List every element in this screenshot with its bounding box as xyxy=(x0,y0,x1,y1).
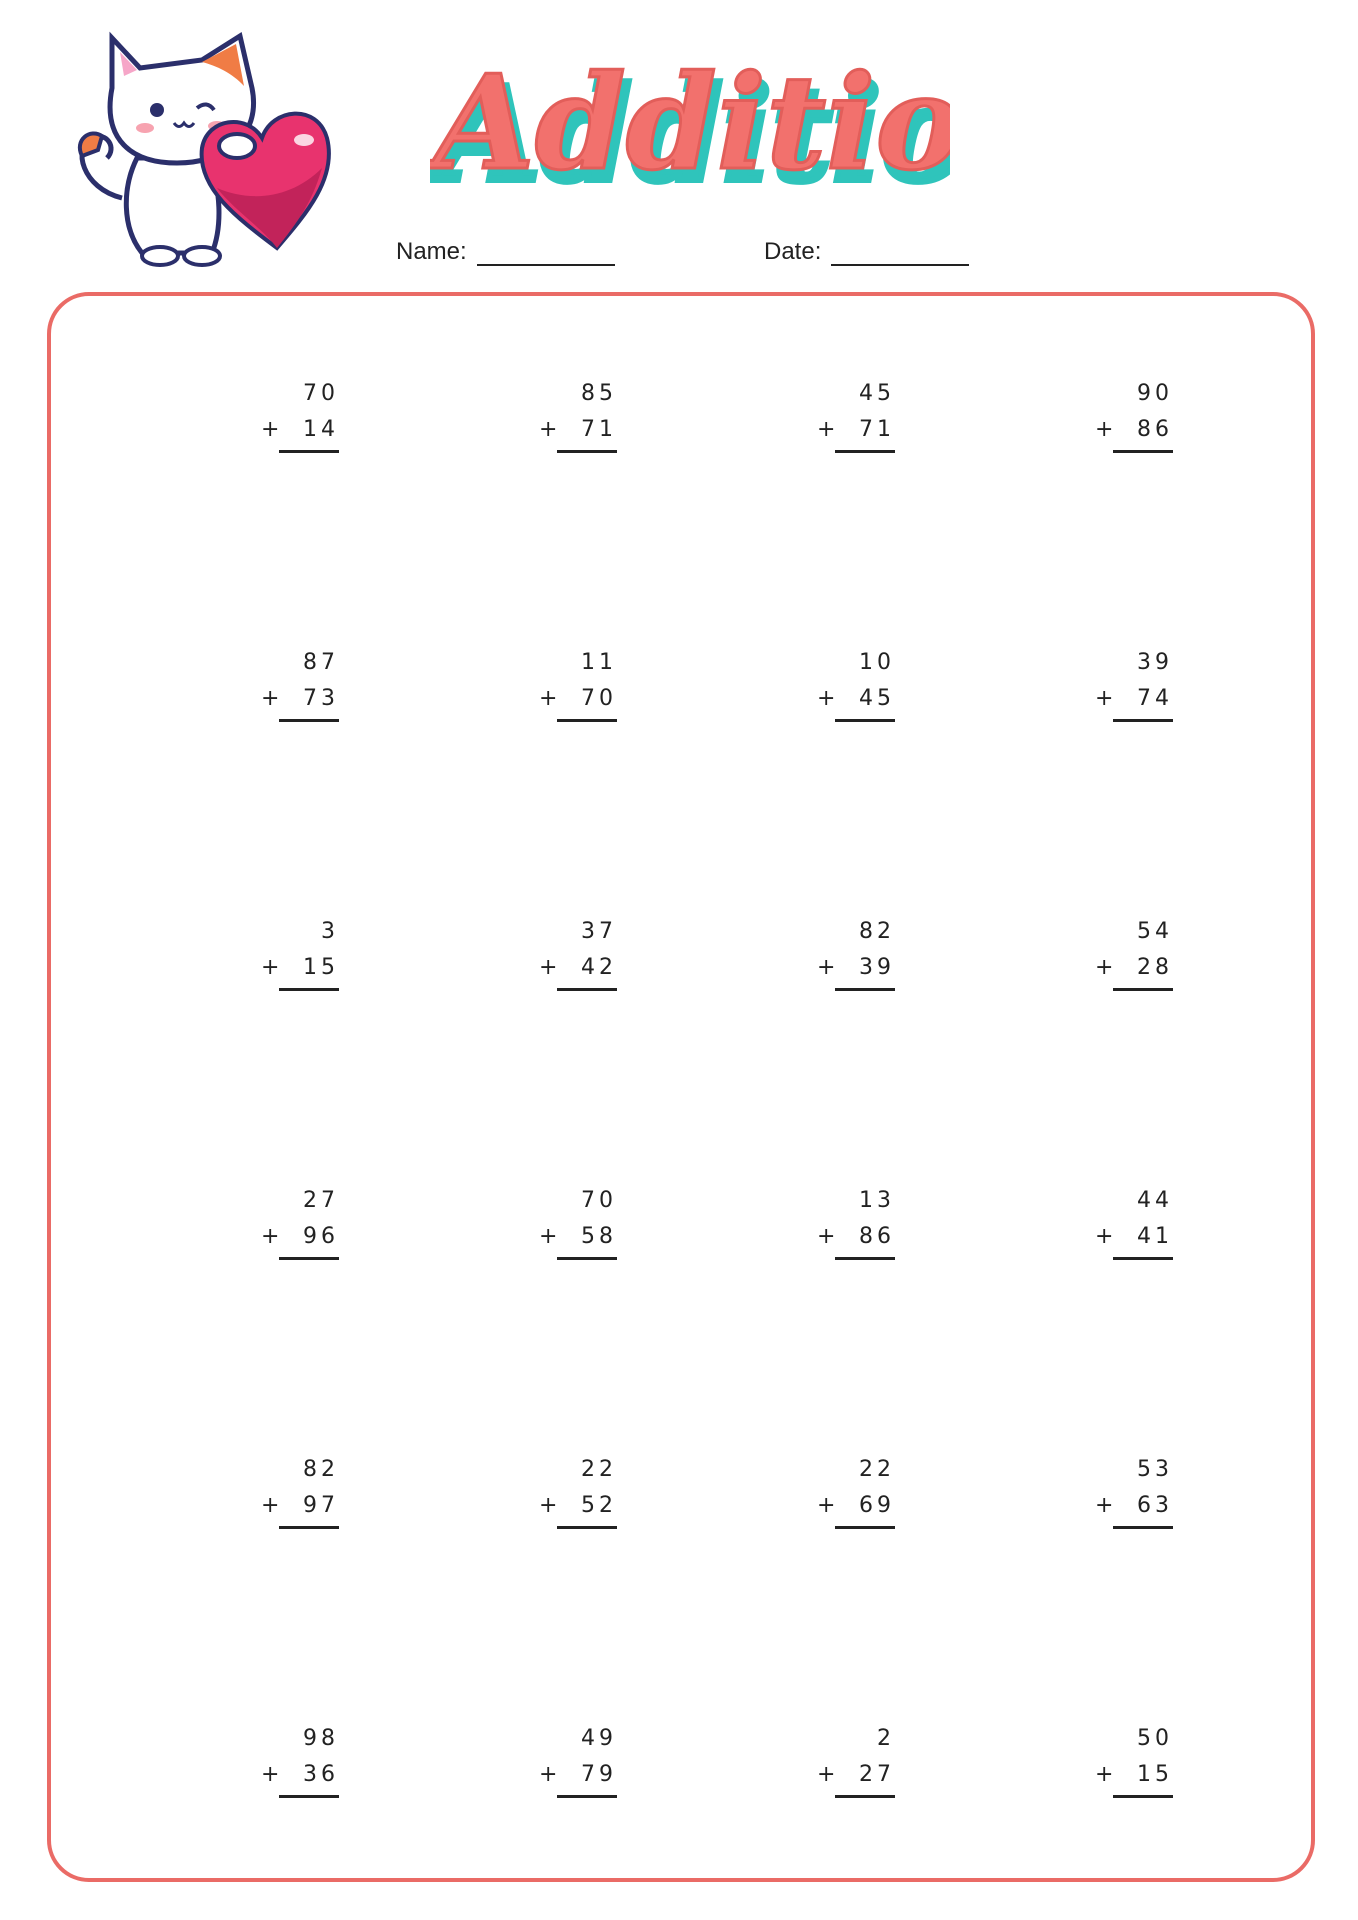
answer-line xyxy=(279,1257,339,1260)
addend-bottom: 96 xyxy=(303,1224,339,1249)
answer-line xyxy=(835,1526,895,1529)
answer-line xyxy=(1113,1795,1173,1798)
addition-problem xyxy=(817,376,897,453)
addend-top: 2 xyxy=(877,1726,895,1751)
answer-line xyxy=(835,988,895,991)
addend-bottom-row xyxy=(261,681,341,717)
plus-sign: + xyxy=(1095,686,1118,711)
plus-sign: + xyxy=(539,1493,562,1518)
date-field xyxy=(764,238,969,266)
addend-top: 10 xyxy=(859,650,895,675)
plus-sign: + xyxy=(1095,1762,1118,1787)
addend-top: 90 xyxy=(1137,381,1173,406)
worksheet-panel xyxy=(47,292,1315,1882)
addend-bottom: 41 xyxy=(1137,1224,1173,1249)
answer-line xyxy=(835,719,895,722)
addition-problem xyxy=(539,1183,619,1260)
addend-bottom-row xyxy=(539,950,619,986)
problem-grid xyxy=(51,296,1311,1878)
addend-bottom: 71 xyxy=(859,417,895,442)
addend-top: 22 xyxy=(859,1457,895,1482)
addend-bottom-row xyxy=(817,681,897,717)
addition-problem xyxy=(261,1183,341,1260)
plus-sign: + xyxy=(817,417,840,442)
addend-top: 70 xyxy=(303,381,339,406)
answer-line xyxy=(279,450,339,453)
addition-problem xyxy=(1095,376,1175,453)
name-label: Name: xyxy=(396,238,467,265)
addition-problem xyxy=(1095,1452,1175,1529)
answer-line xyxy=(557,988,617,991)
plus-sign: + xyxy=(261,1762,284,1787)
addend-bottom-row xyxy=(817,412,897,448)
addend-bottom: 86 xyxy=(859,1224,895,1249)
answer-line xyxy=(1113,719,1173,722)
answer-line xyxy=(557,450,617,453)
addend-bottom-row xyxy=(1095,950,1175,986)
addition-problem xyxy=(817,1183,897,1260)
addition-problem xyxy=(539,645,619,722)
addend-top: 39 xyxy=(1137,650,1173,675)
addend-bottom-row xyxy=(1095,681,1175,717)
plus-sign: + xyxy=(1095,1224,1118,1249)
addend-bottom: 15 xyxy=(1137,1762,1173,1787)
addition-problem xyxy=(817,645,897,722)
addition-problem xyxy=(539,914,619,991)
addend-bottom-row xyxy=(1095,1219,1175,1255)
addend-top: 85 xyxy=(581,381,617,406)
addend-top: 27 xyxy=(303,1188,339,1213)
answer-line xyxy=(279,1526,339,1529)
answer-line xyxy=(557,1257,617,1260)
answer-line xyxy=(1113,988,1173,991)
addend-bottom-row xyxy=(539,681,619,717)
plus-sign: + xyxy=(817,1493,840,1518)
answer-line xyxy=(1113,450,1173,453)
addend-bottom-row xyxy=(539,1757,619,1793)
addend-bottom-row xyxy=(1095,1757,1175,1793)
plus-sign: + xyxy=(261,686,284,711)
plus-sign: + xyxy=(539,955,562,980)
addend-bottom: 97 xyxy=(303,1493,339,1518)
addend-bottom: 69 xyxy=(859,1493,895,1518)
answer-line xyxy=(1113,1257,1173,1260)
addend-bottom-row xyxy=(817,950,897,986)
addend-top: 82 xyxy=(303,1457,339,1482)
answer-line xyxy=(279,719,339,722)
addend-top: 37 xyxy=(581,919,617,944)
plus-sign: + xyxy=(261,955,284,980)
addend-top: 53 xyxy=(1137,1457,1173,1482)
answer-line xyxy=(835,1795,895,1798)
date-blank[interactable] xyxy=(831,240,969,266)
addend-bottom-row xyxy=(817,1757,897,1793)
answer-line xyxy=(1113,1526,1173,1529)
addition-problem xyxy=(1095,1721,1175,1798)
addition-problem xyxy=(1095,1183,1175,1260)
page-title xyxy=(430,30,950,210)
addend-bottom: 63 xyxy=(1137,1493,1173,1518)
addend-bottom: 36 xyxy=(303,1762,339,1787)
name-field xyxy=(396,238,615,266)
addend-bottom-row xyxy=(1095,412,1175,448)
addend-bottom: 79 xyxy=(581,1762,617,1787)
answer-line xyxy=(557,1526,617,1529)
addend-top: 44 xyxy=(1137,1188,1173,1213)
addend-top: 3 xyxy=(321,919,339,944)
addend-top: 22 xyxy=(581,1457,617,1482)
addend-bottom-row xyxy=(261,412,341,448)
addend-bottom: 15 xyxy=(303,955,339,980)
addend-bottom-row xyxy=(817,1219,897,1255)
addend-bottom: 70 xyxy=(581,686,617,711)
addend-bottom: 71 xyxy=(581,417,617,442)
addend-top: 98 xyxy=(303,1726,339,1751)
answer-line xyxy=(835,450,895,453)
plus-sign: + xyxy=(1095,417,1118,442)
addend-top: 45 xyxy=(859,381,895,406)
addend-top: 70 xyxy=(581,1188,617,1213)
addend-top: 13 xyxy=(859,1188,895,1213)
addition-problem xyxy=(817,914,897,991)
plus-sign: + xyxy=(539,417,562,442)
plus-sign: + xyxy=(261,417,284,442)
addend-bottom-row xyxy=(817,1488,897,1524)
addend-bottom-row xyxy=(539,1488,619,1524)
addition-problem xyxy=(817,1721,897,1798)
title-text: Additi xyxy=(434,46,876,199)
addend-bottom-row xyxy=(539,412,619,448)
addition-problem xyxy=(261,1452,341,1529)
cat-with-heart-icon xyxy=(62,28,362,278)
addend-bottom: 52 xyxy=(581,1493,617,1518)
addend-top: 49 xyxy=(581,1726,617,1751)
answer-line xyxy=(279,988,339,991)
addend-bottom-row xyxy=(261,1757,341,1793)
addend-bottom-row xyxy=(261,1219,341,1255)
plus-sign: + xyxy=(539,1762,562,1787)
addend-bottom: 73 xyxy=(303,686,339,711)
plus-sign: + xyxy=(539,686,562,711)
addend-bottom-row xyxy=(1095,1488,1175,1524)
name-blank[interactable] xyxy=(477,240,615,266)
addition-problem xyxy=(1095,914,1175,991)
addend-top: 50 xyxy=(1137,1726,1173,1751)
plus-sign: + xyxy=(817,686,840,711)
addend-bottom: 45 xyxy=(859,686,895,711)
date-label: Date: xyxy=(764,238,822,265)
plus-sign: + xyxy=(817,1224,840,1249)
addend-bottom: 58 xyxy=(581,1224,617,1249)
addend-bottom: 86 xyxy=(1137,417,1173,442)
addend-bottom-row xyxy=(261,1488,341,1524)
plus-sign: + xyxy=(261,1224,284,1249)
addend-bottom: 27 xyxy=(859,1762,895,1787)
addend-top: 87 xyxy=(303,650,339,675)
answer-line xyxy=(279,1795,339,1798)
answer-line xyxy=(835,1257,895,1260)
addend-bottom: 42 xyxy=(581,955,617,980)
addend-bottom: 14 xyxy=(303,417,339,442)
addition-problem xyxy=(539,376,619,453)
addition-problem xyxy=(261,645,341,722)
plus-sign: + xyxy=(261,1493,284,1518)
addend-bottom: 74 xyxy=(1137,686,1173,711)
answer-line xyxy=(557,719,617,722)
plus-sign: + xyxy=(539,1224,562,1249)
addition-problem xyxy=(539,1721,619,1798)
title-shadow: Additi xyxy=(440,58,882,210)
answer-line xyxy=(557,1795,617,1798)
addition-problem xyxy=(1095,645,1175,722)
addend-bottom-row xyxy=(261,950,341,986)
addend-bottom: 39 xyxy=(859,955,895,980)
addend-top: 82 xyxy=(859,919,895,944)
addition-problem xyxy=(539,1452,619,1529)
addition-problem xyxy=(817,1452,897,1529)
plus-sign: + xyxy=(1095,1493,1118,1518)
addend-bottom: 28 xyxy=(1137,955,1173,980)
plus-sign: + xyxy=(1095,955,1118,980)
addend-bottom-row xyxy=(539,1219,619,1255)
addition-problem xyxy=(261,914,341,991)
addend-top: 11 xyxy=(581,650,617,675)
addition-problem xyxy=(261,1721,341,1798)
plus-sign: + xyxy=(817,955,840,980)
addition-problem xyxy=(261,376,341,453)
plus-sign: + xyxy=(817,1762,840,1787)
addend-top: 54 xyxy=(1137,919,1173,944)
